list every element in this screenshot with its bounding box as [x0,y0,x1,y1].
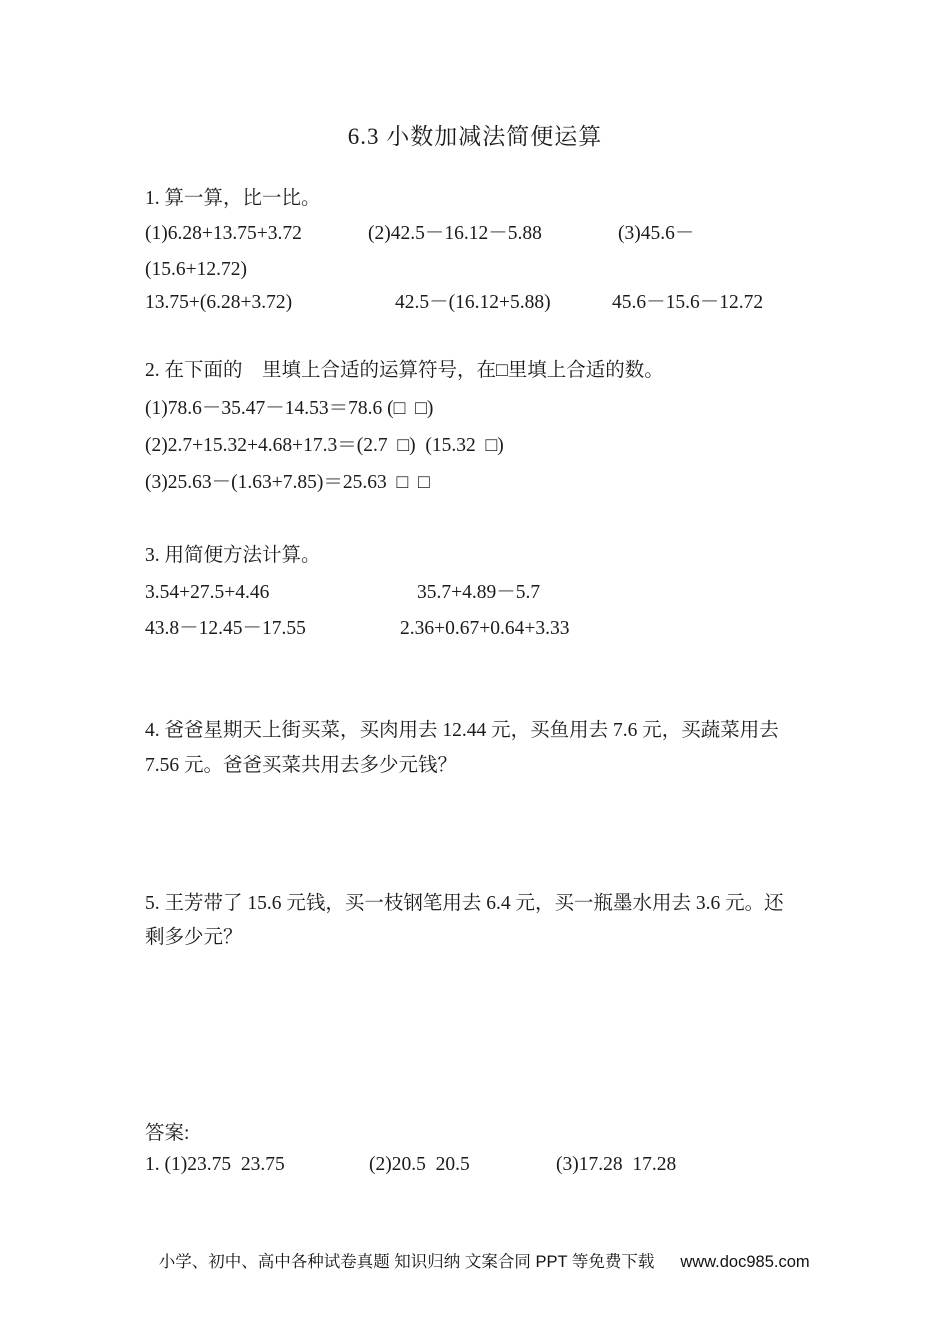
q3-expr-1: 3.54+27.5+4.46 [145,582,270,603]
footer-promo-text: 小学、初中、高中各种试卷真题 知识归纳 文案合同 PPT 等免费下载 [158,1253,655,1271]
q4-text-line1: 4. 爸爸星期天上街买菜，买肉用去 12.44 元，买鱼用去 7.6 元，买蔬菜用去 [145,720,779,741]
q3-label: 3. 用简便方法计算。 [145,545,321,566]
q1-expr-3: (3)45.6－ [618,223,695,244]
q3-expr-2: 35.7+4.89－5.7 [417,582,541,603]
q1-expr-2b: 42.5－(16.12+5.88) [395,292,551,313]
q5-text-line1: 5. 王芳带了 15.6 元钱，买一枝钢笔用去 6.4 元，买一瓶墨水用去 3.6 元。还 [145,893,784,914]
q2-label: 2. 在下面的 里填上合适的运算符号，在□里填上合适的数。 [145,360,664,381]
answers-label: 答案: [145,1123,190,1144]
q1-expr-3-continuation: (15.6+12.72) [145,259,247,280]
q1-expr-3b: 45.6－15.6－12.72 [612,292,764,313]
q3-row1 [0,581,950,607]
q1-expr-2: (2)42.5－16.12－5.88 [368,223,542,244]
q3-expr-3: 43.8－12.45－17.55 [145,618,306,639]
footer [0,1229,950,1291]
footer-site-link[interactable]: www.doc985.com [680,1253,810,1271]
q1-expr-1b: 13.75+(6.28+3.72) [145,292,293,313]
q5-text-line2: 剩多少元？ [145,927,243,948]
answers-row [0,1153,950,1179]
answer-3: (3)17.28 17.28 [556,1154,677,1175]
q1-expr-1: (1)6.28+13.75+3.72 [145,223,302,244]
q1-row2 [0,291,950,317]
page-title: 6.3 小数加减法简便运算 [347,124,603,149]
q3-expr-4: 2.36+0.67+0.64+3.33 [400,618,570,639]
answer-2: (2)20.5 20.5 [369,1154,470,1175]
q1-label: 1. 算一算，比一比。 [145,188,321,209]
q2-item-1: (1)78.6－35.47－14.53＝78.6 (□ □) [145,398,434,419]
q2-item-3: (3)25.63－(1.63+7.85)＝25.63 □ □ [145,472,430,493]
q2-item-2: (2)2.7+15.32+4.68+17.3＝(2.7 □) (15.32 □) [145,435,504,456]
q3-row2 [0,617,950,643]
answer-1: 1. (1)23.75 23.75 [145,1154,285,1175]
q1-row1 [0,222,950,248]
q4-text-line2: 7.56 元。爸爸买菜共用去多少元钱？ [145,755,458,776]
